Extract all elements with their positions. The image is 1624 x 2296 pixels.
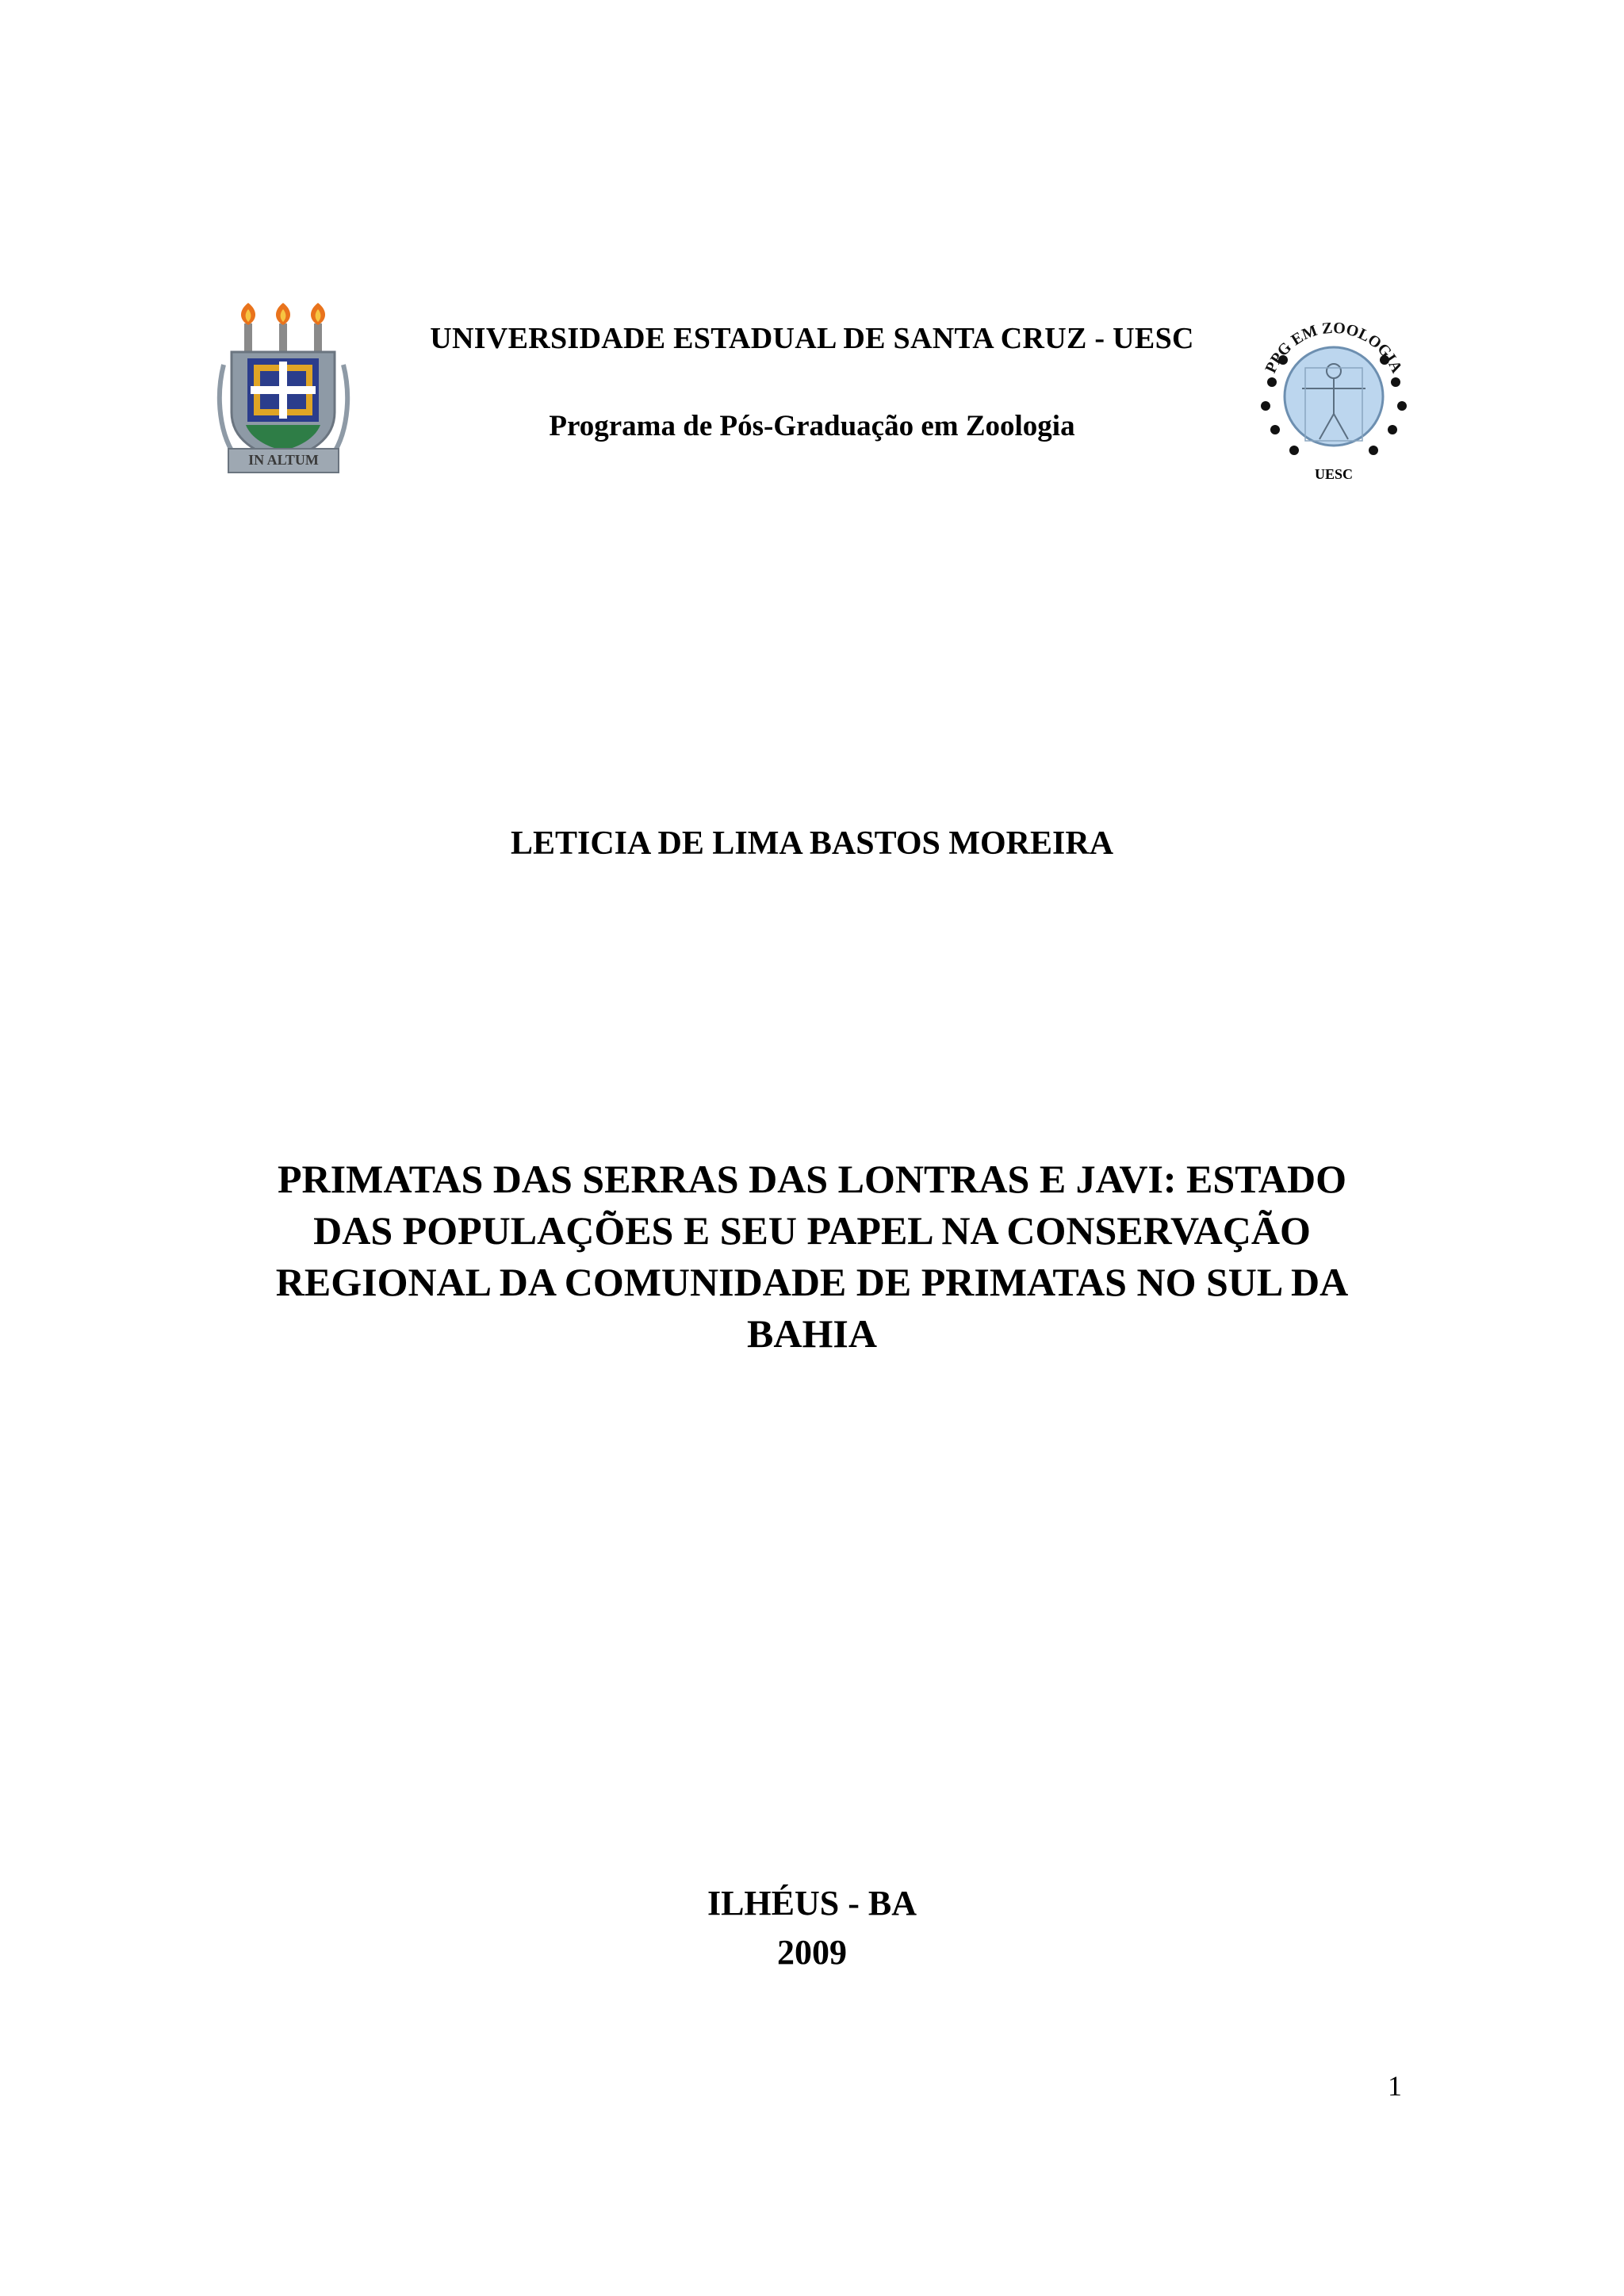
crest-motto: IN ALTUM bbox=[248, 452, 319, 468]
title-line: REGIONAL DA COMUNIDADE DE PRIMATAS NO SUL DA bbox=[275, 1260, 1349, 1304]
seal-bottom-text: UESC bbox=[1314, 466, 1353, 482]
program-name: Programa de Pós-Graduação em Zoologia bbox=[549, 410, 1075, 442]
place-and-year bbox=[0, 1879, 1624, 1977]
ppg-zoologia-seal-icon bbox=[1247, 303, 1421, 490]
thesis-title bbox=[190, 1154, 1434, 1360]
author-name: LETICIA DE LIMA BASTOS MOREIRA bbox=[510, 825, 1114, 862]
seal-arc-text: PPG EM ZOOLOGIA bbox=[1262, 319, 1406, 376]
year: 2009 bbox=[777, 1933, 847, 1972]
title-line: BAHIA bbox=[747, 1311, 877, 1356]
title-line: DAS POPULAÇÕES E SEU PAPEL NA CONSERVAÇÃO bbox=[313, 1208, 1311, 1253]
university-name: UNIVERSIDADE ESTADUAL DE SANTA CRUZ - UESC bbox=[430, 322, 1194, 355]
place: ILHÉUS - BA bbox=[707, 1884, 917, 1923]
title-line: PRIMATAS DAS SERRAS DAS LONTRAS E JAVI: ESTADO bbox=[278, 1157, 1346, 1201]
page-number: 1 bbox=[1388, 2070, 1402, 2102]
